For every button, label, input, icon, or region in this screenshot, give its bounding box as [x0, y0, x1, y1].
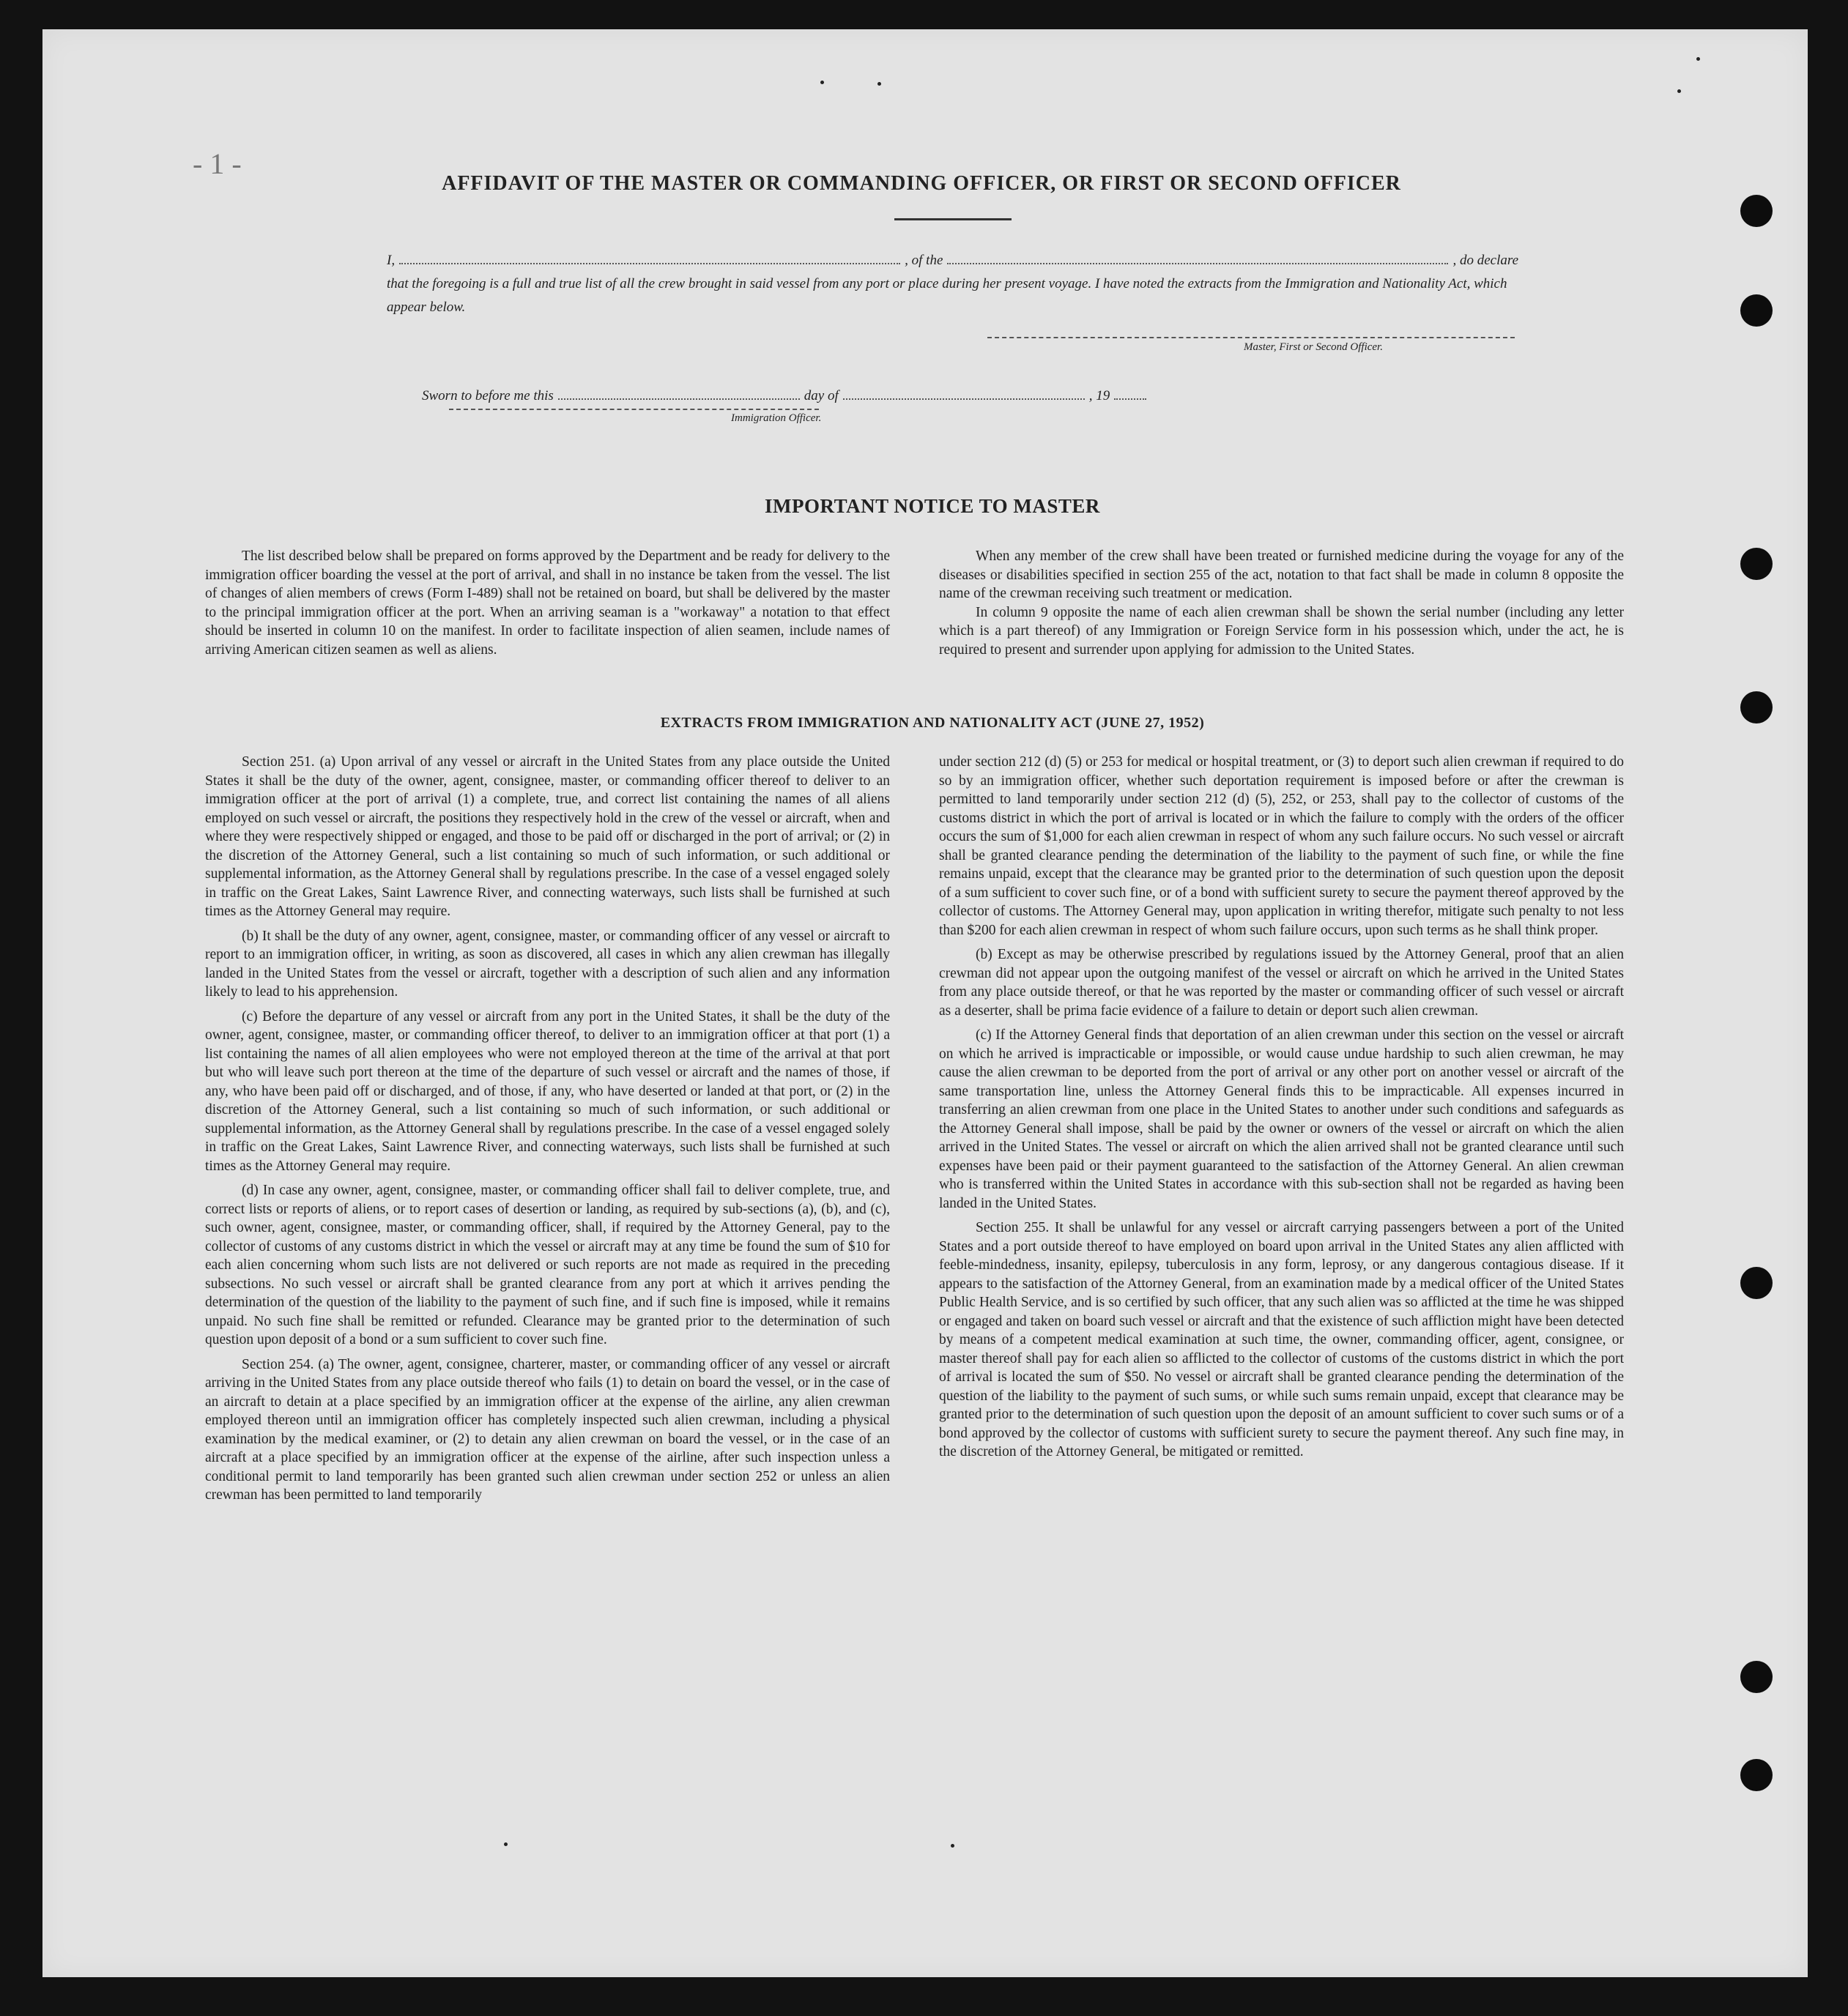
scan-speck [820, 81, 824, 84]
sworn-line [422, 387, 1228, 404]
punch-hole-icon [1740, 1661, 1773, 1693]
do-declare-label: , do declare [1452, 253, 1519, 268]
title-underline [894, 218, 1012, 220]
notice-right-paragraph: When any member of the crew shall have been treated or furnished medicine during the voyage for any of the diseases or disabilities specified in section 255 of the act, notation to that fact shall be made in column 8 opposite the name of the crewman receiving such treatment or medication. [939, 548, 1624, 601]
notice-heading: IMPORTANT NOTICE TO MASTER [765, 495, 1100, 517]
punch-hole-icon [1740, 548, 1773, 580]
month-blank[interactable] [843, 387, 1085, 400]
form-page [42, 29, 1808, 1977]
year-label: , 19 [1088, 388, 1110, 403]
extracts-left-column [205, 753, 890, 1511]
scan-speck [1696, 57, 1700, 61]
master-signature-line[interactable] [987, 337, 1515, 338]
section-255-paragraph: Section 255. It shall be unlawful for any vessel or aircraft carrying passengers between a port of the United States and a port outside thereof to have employed on board upon arrival in the United States any alien afflicted with feeble-mindedness, insanity, epilepsy, tuberculosis in any form, leprosy, or any dangerous contagious disease. If it appears to the satisfaction of the Attorney General, from an examination made by a medical officer of the United States Public Health Service, and is so certified by such officer, that any such alien was so afflicted at the time he was shipped or engaged and taken on board such vessel or aircraft and that the existence of such affliction might have been detected by means of a competent medical examination at such time, the owner, commanding officer, agent, consignee, or master thereof shall pay for each alien so afflicted to the collector of customs of the customs district in which the port of arrival is located the sum of $50. No vessel or aircraft shall be granted clearance pending the determination of the question of the liability to the payment of such sums, or while such sums remain unpaid, except that clearance may be granted prior to the determination of such question upon the deposit of an amount sufficient to cover such sums or of a bond approved by the collector of customs with sufficient surety to secure the payment thereof. Any such fine may, in the discretion of the Attorney General, be mitigated or remitted. [939, 1220, 1624, 1459]
master-signature-label: Master, First or Second Officer. [1244, 341, 1383, 353]
punch-hole-icon [1740, 691, 1773, 724]
scan-speck [1677, 89, 1681, 93]
section-254a-continued: under section 212 (d) (5) or 253 for medical or hospital treatment, or (3) to deport such alien crewman if required to do so by an immigration officer, whether such deportation requirement is imposed before or after the crewman is permitted to land temporarily under section 212 (d) (5), 252, or 253, shall pay to the collector of customs of the customs district in which the port of arrival is located or in which the failure to comply with the orders of the officer occurs the sum of $1,000 for each alien crewman in respect of whom any such failure occurs. No such vessel or aircraft shall be granted clearance pending the determination of the liability to the payment of such fine, or while the fine remains unpaid, except that the clearance may be granted prior to the determination of such question upon the deposit of a sum sufficient to cover such fine, or of a bond with sufficient surety to secure the payment thereof approved by the collector of customs. The Attorney General may, upon application in writing therefor, mitigate such penalty to not less than $200 for each alien crewman in respect of whom such failure occurs, upon such terms as he shall think proper. [939, 754, 1624, 938]
affidavit-declaration [387, 249, 1518, 319]
affidavit-title: AFFIDAVIT OF THE MASTER OR COMMANDING OFFICER, OR FIRST OR SECOND OFFICER [442, 172, 1401, 195]
punch-hole-icon [1740, 1267, 1773, 1299]
extracts-heading: EXTRACTS FROM IMMIGRATION AND NATIONALITY ACT (JUNE 27, 1952) [660, 715, 1205, 731]
scan-speck [951, 1844, 954, 1848]
vessel-blank[interactable] [947, 250, 1448, 264]
section-254b-paragraph: (b) Except as may be otherwise prescribed by regulations issued by the Attorney General, proof that an alien crewman did not appear upon the outgoing manifest of the vessel or aircraft on which he arrived in the United States from any place outside thereof, or that he was reported by the master or commanding officer of such vessel or aircraft as a deserter, shall be prima facie evidence of a failure to detain or deport such alien crewman. [939, 947, 1624, 1019]
section-254c-paragraph: (c) If the Attorney General finds that deportation of an alien crewman under this section on the vessel or aircraft on which he arrived is impracticable or impossible, or would cause undue hardship to such alien crewman, he may cause the alien crewman to be deported from the port of arrival or any other port on another vessel or aircraft of the same transportation line, unless the Attorney General finds this to be impracticable. All expenses incurred in transferring an alien crewman from one place in the United States to another under such conditions and safeguards as the Attorney General shall impose, shall be paid by the owner or owners of the vessel or aircraft on which the alien arrived in the United States. The vessel or aircraft on which the alien arrived shall not be granted clearance until such expenses have been paid or their payment guaranteed to the satisfaction of the Attorney General. An alien crewman who is transferred within the United States in accordance with this sub-section shall not be regarded as having been landed in the United States. [939, 1027, 1624, 1211]
punch-hole-icon [1740, 195, 1773, 227]
day-of-label: day of [804, 388, 839, 403]
extracts-right-column [939, 753, 1624, 1468]
notice-left-column [205, 547, 890, 665]
sworn-label: Sworn to before me this [422, 388, 554, 403]
name-blank[interactable] [399, 250, 900, 264]
i-label: I, [387, 253, 396, 268]
notice-right-paragraph: In column 9 opposite the name of each alien crewman shall be shown the serial number (including any letter which is a part thereof) of any Immigration or Foreign Service form in his possession which, under the act, he is required to present and surrender upon applying for admission to the United States. [939, 604, 1624, 658]
section-251a-paragraph: Section 251. (a) Upon arrival of any vessel or aircraft in the United States from any place outside the United States it shall be the duty of the owner, agent, consignee, master, or commanding officer thereof to deliver to an immigration officer at the port of arrival (1) a complete, true, and correct list containing the names of all aliens employed on such vessel or aircraft, the positions they respectively hold in the crew of the vessel or aircraft, when and where they were respectively shipped or engaged, and those to be paid off or discharged in the port of arrival; or (2) in the discretion of the Attorney General, such a list containing so much of such information, or such additional or supplemental information, as the Attorney General shall by regulations prescribe. In the case of a vessel engaged solely in traffic on the Great Lakes, Saint Lawrence River, and connecting waterways, such lists shall be furnished at such times as the Attorney General may require. [205, 754, 890, 919]
page-margin-mark: - 1 - [193, 147, 242, 180]
scan-speck [504, 1842, 508, 1846]
section-251b-paragraph: (b) It shall be the duty of any owner, agent, consignee, master, or commanding officer of any vessel or aircraft to report to an immigration officer, in writing, as soon as discovered, all cases in which any alien crewman has illegally landed in the United States from the vessel or aircraft, together with a description of such alien and any information likely to lead to his apprehension. [205, 928, 890, 1000]
punch-hole-icon [1740, 1759, 1773, 1791]
year-blank[interactable] [1114, 387, 1146, 400]
notice-right-column [939, 547, 1624, 665]
day-blank[interactable] [558, 387, 800, 400]
scan-speck [877, 82, 881, 86]
declaration-text: that the foregoing is a full and true list of all the crew brought in said vessel from any port or place during her present voyage. I have noted the extracts from the Immigration and Nationality Act, which appear below. [387, 276, 1507, 315]
section-251d-paragraph: (d) In case any owner, agent, consignee, master, or commanding officer shall fail to deliver complete, true, and correct lists or reports of aliens, or to report cases of desertion or landing, as required by sub-sections (a), (b), and (c), such owner, agent, consignee, master, or commanding officer, shall, if required by the Attorney General, pay to the collector of customs of any customs district in which the vessel or aircraft may at any time be found the sum of $10 for each alien concerning whom such lists are not delivered or such reports are not made as required in the preceding subsections. No such vessel or aircraft shall be granted clearance from any port at which it arrives pending the determination of the question of the liability to the payment of such fine, and if such fine is imposed, while it remains unpaid. No such fine shall be remitted or refunded. Clearance may be granted prior to the determination of such question upon deposit of a bond or a sum sufficient to cover such fine. [205, 1183, 890, 1347]
punch-hole-icon [1740, 294, 1773, 327]
officer-signature-label: Immigration Officer. [731, 412, 822, 424]
of-the-label: , of the [905, 253, 943, 268]
officer-signature-line[interactable] [449, 409, 819, 410]
section-254a-paragraph: Section 254. (a) The owner, agent, consignee, charterer, master, or commanding officer of any vessel or aircraft arriving in the United States from any place outside thereof who fails (1) to detain on board the vessel, or in the case of an aircraft to detain at a place specified by an immigration officer at the expense of the airline, any alien crewman employed thereon until an immigration officer has completely inspected such alien crewman, including a physical examination by the medical examiner, or (2) to detain any alien crewman on board the vessel, or in the case of an aircraft at a place specified by an immigration officer at the expense of the airline, after such inspection unless a conditional permit to land temporarily has been granted such alien crewman under section 252 or unless an alien crewman has been permitted to land temporarily [205, 1356, 890, 1503]
declaration-line [387, 249, 1518, 272]
notice-left-paragraph: The list described below shall be prepared on forms approved by the Department and be ready for delivery to the immigration officer boarding the vessel at the port of arrival, and shall in no instance be taken from the vessel. The list of changes of alien members of crews (Form I-489) shall not be retained on board, but shall be delivered by the master to the principal immigration officer at the port. When an arriving seaman is a "workaway" a notation to that effect should be inserted in column 10 on the manifest. In order to facilitate inspection of alien seamen, include names of arriving American citizen seamen as well as aliens. [205, 548, 890, 658]
section-251c-paragraph: (c) Before the departure of any vessel or aircraft from any port in the United States, it shall be the duty of the owner, agent, consignee, master, or commanding officer thereof, to deliver to an immigration officer at that port (1) a list containing the names of all alien employees who were not employed thereon at the time of the arrival at that port but who will leave such port thereon at the time of the departure of such vessel or aircraft and the names of those, if any, who have been paid off or discharged, and of those, if any, who have deserted or landed at that port, or (2) in the discretion of the Attorney General, such a list containing so much of such information, or such additional or supplemental information, as the Attorney General shall by regulations prescribe. In the case of a vessel engaged solely in traffic on the Great Lakes, Saint Lawrence River, and connecting waterways, such lists shall be furnished at such times as the Attorney General may require. [205, 1008, 890, 1174]
